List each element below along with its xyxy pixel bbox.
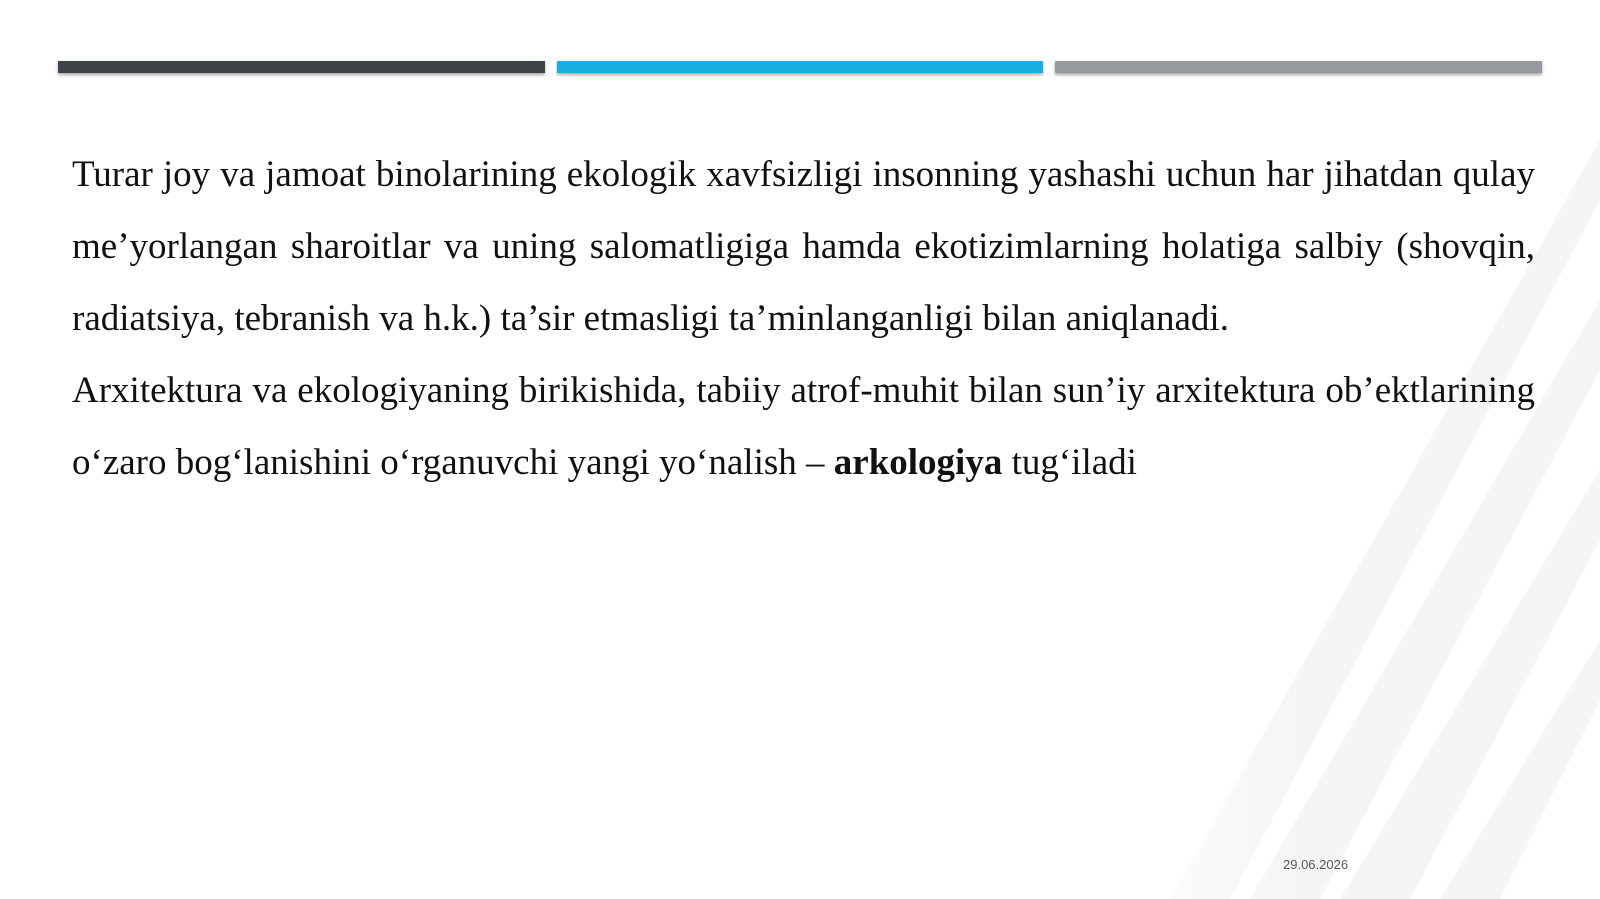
paragraph-2-ending: tug‘iladi <box>1002 442 1137 483</box>
header-bar-gray <box>1055 61 1542 73</box>
header-bar-blue <box>557 61 1043 73</box>
slide-body <box>72 139 1535 499</box>
paragraph-2 <box>72 355 1535 499</box>
header-bar-dark <box>58 61 545 73</box>
bold-term: arkologiya <box>833 442 1003 483</box>
paragraph-1: Turar joy va jamoat binolarining ekologik xavfsizligi insonning yashashi uchun har jihatdan qulay me’yorlangan sharoitlar va uning salomatligiga hamda ekotizimlarning holatiga salbiy (shovqin, radiatsiya, tebranish va h.k.) ta’sir etmasligi ta’minlanganligi bilan aniqlanadi. <box>72 154 1535 339</box>
slide-date: 29.06.2026 <box>1283 857 1349 872</box>
paragraph-2-text: Arxitektura va ekologiyaning birikishida, tabiiy atrof-muhit bilan sun’iy arxitektura ob’ektlarining o‘zaro bog‘lanishini o‘rganuvchi yangi yo‘nalish – <box>72 370 1535 483</box>
